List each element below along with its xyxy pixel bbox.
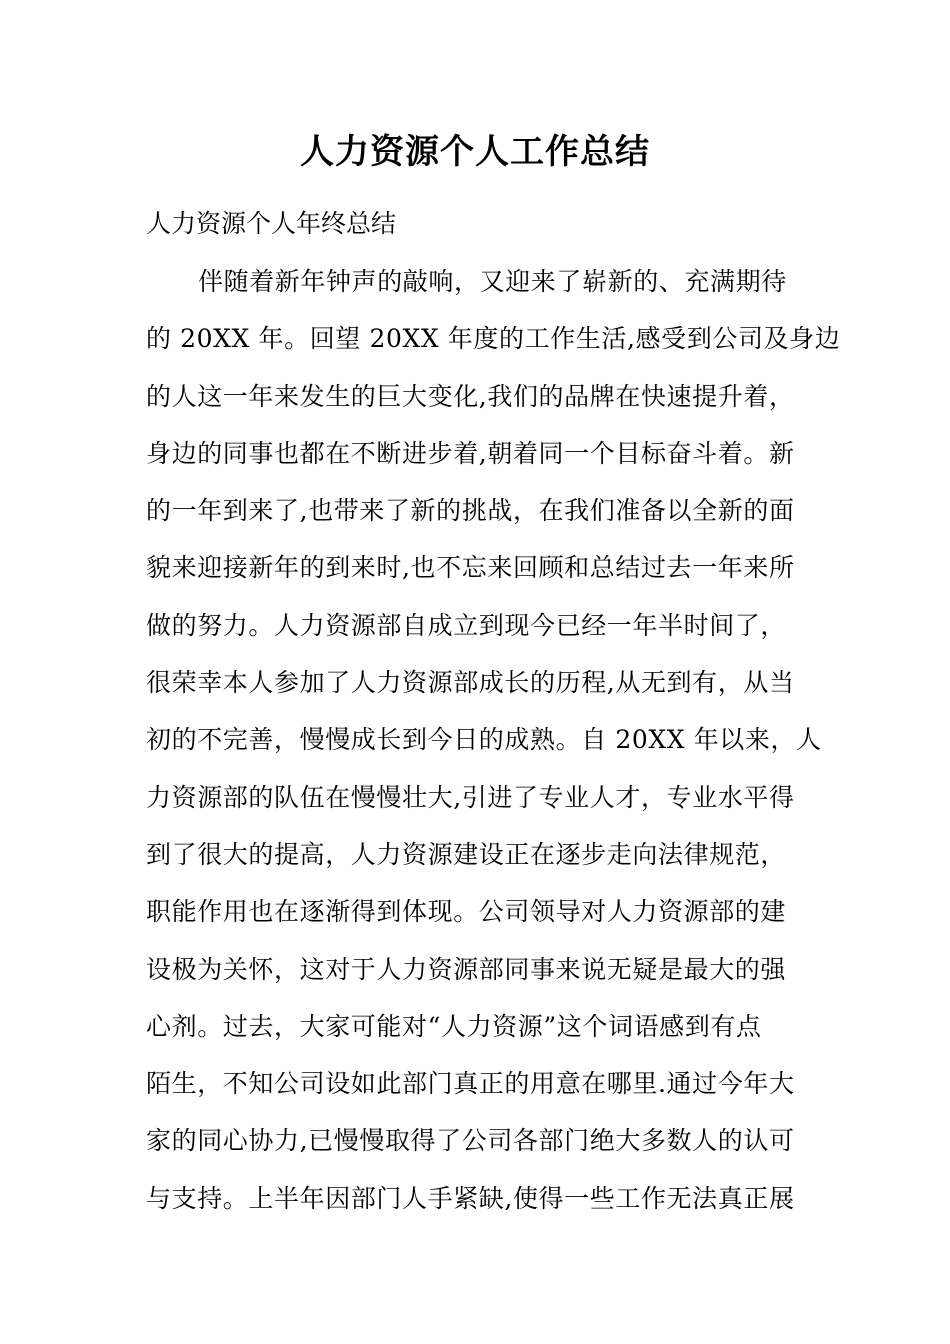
paragraph-line: 身边的同事也都在不断进步着,朝着同一个目标奋斗着。新 — [146, 438, 795, 468]
paragraph-line: 做的努力。人力资源部自成立到现今已经一年半时间了， — [146, 610, 787, 640]
paragraph-line: 与支持。上半年因部门人手紧缺,使得一些工作无法真正展 — [146, 1183, 795, 1213]
paragraph-line: 初的不完善，慢慢成长到今日的成熟。自 20XX 年以来，人 — [146, 725, 822, 755]
paragraph-line: 心剂。过去，大家可能对“人力资源”这个词语感到有点 — [146, 1011, 762, 1041]
paragraph-line: 的 20XX 年。回望 20XX 年度的工作生活,感受到公司及身边 — [146, 324, 841, 354]
paragraph-line: 职能作用也在逐渐得到体现。公司领导对人力资源部的建 — [146, 897, 787, 927]
document-title: 人力资源个人工作总结 — [300, 132, 650, 172]
paragraph-line: 陌生，不知公司设如此部门真正的用意在哪里.通过今年大 — [146, 1069, 795, 1099]
body-paragraph — [146, 262, 841, 1236]
paragraph-line: 力资源部的队伍在慢慢壮大,引进了专业人才，专业水平得 — [146, 782, 795, 812]
document-subtitle: 人力资源个人年终总结 — [146, 209, 397, 238]
paragraph-line: 貌来迎接新年的到来时,也不忘来回顾和总结过去一年来所 — [146, 553, 795, 583]
paragraph-line: 的人这一年来发生的巨大变化,我们的品牌在快速提升着， — [146, 381, 795, 411]
paragraph-line: 的一年到来了,也带来了新的挑战，在我们准备以全新的面 — [146, 496, 795, 526]
paragraph-line: 家的同心协力,已慢慢取得了公司各部门绝大多数人的认可 — [146, 1126, 795, 1156]
paragraph-line: 伴随着新年钟声的敲响，又迎来了崭新的、充满期待 — [198, 267, 787, 296]
paragraph-line: 设极为关怀，这对于人力资源部同事来说无疑是最大的强 — [146, 954, 787, 984]
paragraph-line: 很荣幸本人参加了人力资源部成长的历程,从无到有，从当 — [146, 668, 795, 698]
paragraph-line: 到了很大的提高，人力资源建设正在逐步走向法律规范， — [146, 839, 787, 869]
